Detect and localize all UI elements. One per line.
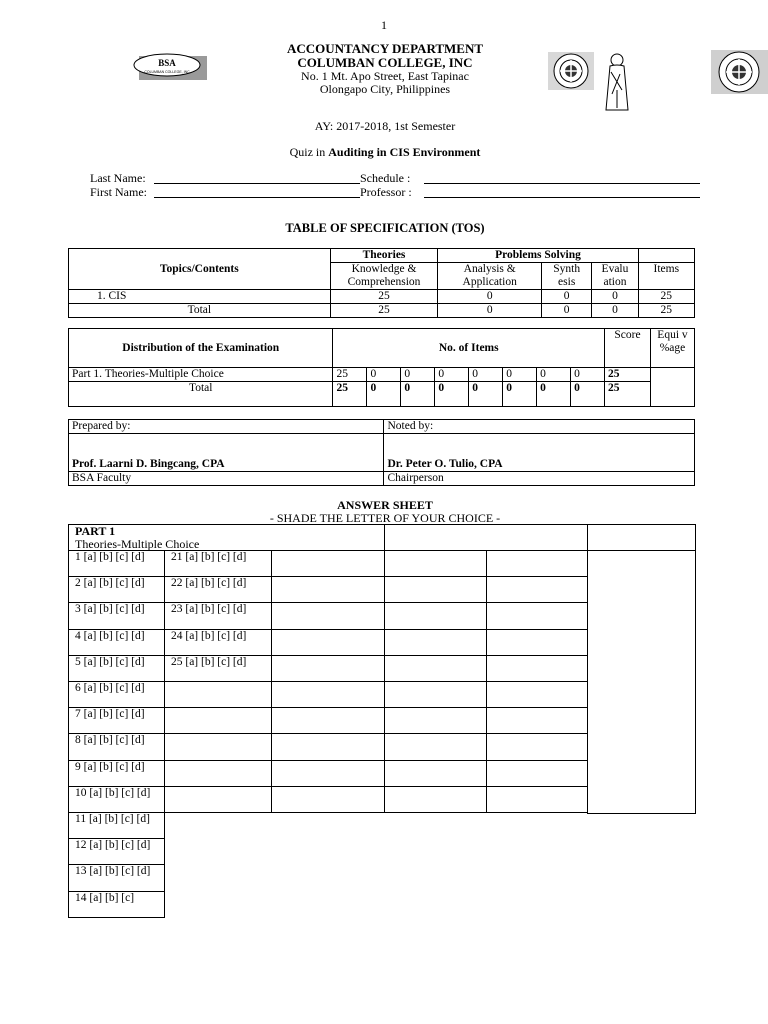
part-subtitle: Theories-Multiple Choice — [75, 537, 200, 551]
answer-blank-cell — [384, 707, 487, 734]
answer-blank-cell — [384, 733, 487, 760]
page-number: 1 — [381, 18, 387, 32]
dist-equiv-cell — [650, 368, 694, 407]
answer-blank-cell — [384, 550, 487, 577]
answer-blank-cell — [486, 681, 588, 708]
blank-answer-column — [587, 550, 696, 814]
table-row — [69, 368, 695, 382]
tos-table — [68, 248, 695, 318]
tos-cell: 0 — [438, 304, 542, 318]
answer-item[interactable]: 24 [a] [b] [c] [d] — [164, 629, 272, 656]
preparer-role: BSA Faculty — [69, 472, 384, 486]
dist-row-label: Part 1. Theories-Multiple Choice — [69, 368, 333, 382]
dist-cell: 0 — [571, 368, 605, 382]
answer-blank-cell — [486, 576, 588, 603]
dist-score-cell: 25 — [605, 382, 651, 407]
answer-blank-cell — [271, 760, 385, 787]
distribution-header: Distribution of the Examination — [69, 329, 333, 368]
answer-item[interactable]: 14 [a] [b] [c] — [68, 891, 165, 918]
professor-input[interactable] — [424, 185, 700, 198]
student-info-fields — [90, 171, 700, 199]
schedule-label: Schedule : — [360, 171, 411, 185]
dist-cell: 0 — [367, 368, 401, 382]
answer-item[interactable]: 13 [a] [b] [c] [d] — [68, 864, 165, 891]
answer-blank-cell — [486, 733, 588, 760]
schedule-input[interactable] — [424, 171, 700, 184]
tos-cell: 25 — [330, 290, 438, 304]
part-header — [68, 524, 385, 551]
dist-cell: 0 — [537, 382, 571, 407]
answer-blank-cell — [271, 550, 385, 577]
academic-year: AY: 2017-2018, 1st Semester — [314, 119, 456, 133]
answer-sheet-title: ANSWER SHEET — [337, 498, 433, 512]
quiz-title — [200, 145, 570, 160]
table-row-total — [69, 382, 695, 407]
dist-cell: 0 — [469, 382, 503, 407]
header — [230, 42, 540, 96]
score-header: Score — [605, 329, 651, 368]
equiv-header: Equi v %age — [650, 329, 694, 368]
blank-header — [638, 249, 694, 263]
dist-cell: 0 — [401, 382, 435, 407]
blank-header-cell — [384, 524, 588, 551]
street-address: No. 1 Mt. Apo Street, East Tapinac — [301, 69, 469, 83]
dist-cell: 0 — [503, 382, 537, 407]
answer-blank-cell — [486, 602, 588, 629]
tos-cell: 0 — [592, 304, 638, 318]
dist-cell: 25 — [333, 368, 367, 382]
tos-total-label: Total — [69, 304, 331, 318]
answer-blank-cell — [164, 786, 272, 813]
answer-blank-cell — [486, 760, 588, 787]
evaluation-header: Evalu ation — [592, 263, 638, 290]
tos-cell: 25 — [330, 304, 438, 318]
saint-figure-icon — [598, 50, 636, 114]
answer-item[interactable]: 6 [a] [b] [c] [d] — [68, 681, 165, 708]
answer-blank-cell — [486, 786, 588, 813]
bsa-logo — [133, 52, 207, 80]
answer-item[interactable]: 25 [a] [b] [c] [d] — [164, 655, 272, 682]
answer-blank-cell — [271, 786, 385, 813]
noter-role: Chairperson — [384, 472, 695, 486]
answer-item[interactable]: 22 [a] [b] [c] [d] — [164, 576, 272, 603]
logo-text: BSA — [158, 58, 176, 68]
answer-sheet — [68, 524, 696, 906]
answer-item[interactable]: 5 [a] [b] [c] [d] — [68, 655, 165, 682]
college-name: COLUMBAN COLLEGE, INC — [297, 55, 473, 70]
no-items-header: No. of Items — [333, 329, 605, 368]
last-name-input[interactable] — [154, 171, 360, 184]
quiz-prefix: Quiz in — [289, 145, 329, 159]
tos-cell: 0 — [592, 290, 638, 304]
answer-blank-cell — [164, 707, 272, 734]
answer-blank-cell — [384, 655, 487, 682]
dist-cell: 0 — [367, 382, 401, 407]
tos-cell: 0 — [542, 304, 592, 318]
answer-blank-cell — [486, 655, 588, 682]
theories-header: Theories — [330, 249, 438, 263]
city-address: Olongapo City, Philippines — [319, 82, 451, 96]
items-header: Items — [638, 263, 694, 290]
tos-cell: 0 — [438, 290, 542, 304]
answer-blank-cell — [271, 655, 385, 682]
answer-blank-cell — [486, 707, 588, 734]
answer-item[interactable]: 23 [a] [b] [c] [d] — [164, 602, 272, 629]
tos-cell: 0 — [542, 290, 592, 304]
answer-item[interactable]: 2 [a] [b] [c] [d] — [68, 576, 165, 603]
answer-blank-cell — [271, 733, 385, 760]
dist-cell: 0 — [571, 382, 605, 407]
dist-score-cell: 25 — [605, 368, 651, 382]
answer-blank-cell — [271, 602, 385, 629]
dist-cell: 0 — [435, 382, 469, 407]
answer-blank-cell — [384, 576, 487, 603]
dist-cell: 0 — [435, 368, 469, 382]
answer-item[interactable]: 9 [a] [b] [c] [d] — [68, 760, 165, 787]
college-seal-icon — [548, 52, 594, 90]
blank-header-cell — [587, 524, 696, 551]
answer-blank-cell — [486, 550, 588, 577]
dist-cell: 0 — [537, 368, 571, 382]
noted-by-label: Noted by: — [384, 420, 695, 434]
dist-cell: 0 — [469, 368, 503, 382]
answer-blank-cell — [384, 602, 487, 629]
logo-subtext: COLUMBAN COLLEGE, INC — [144, 70, 190, 74]
answer-blank-cell — [384, 786, 487, 813]
first-name-label: First Name: — [90, 185, 147, 199]
answer-item[interactable]: 11 [a] [b] [c] [d] — [68, 812, 165, 839]
answer-item[interactable]: 12 [a] [b] [c] [d] — [68, 838, 165, 865]
answer-item[interactable]: 7 [a] [b] [c] [d] — [68, 707, 165, 734]
signature-table — [68, 419, 695, 486]
answer-blank-cell — [384, 760, 487, 787]
dist-cell: 25 — [333, 382, 367, 407]
dist-cell: 0 — [503, 368, 537, 382]
answer-blank-cell — [164, 760, 272, 787]
prepared-by-label: Prepared by: — [69, 420, 384, 434]
tos-cell: 25 — [638, 304, 694, 318]
answer-blank-cell — [384, 629, 487, 656]
dist-total-label: Total — [69, 382, 333, 407]
department-name: ACCOUNTANCY DEPARTMENT — [286, 41, 484, 56]
answer-sheet-subtitle: - SHADE THE LETTER OF YOUR CHOICE - — [269, 511, 501, 525]
quiz-subject: Auditing in CIS Environment — [328, 145, 481, 159]
dist-cell: 0 — [401, 368, 435, 382]
part-title: PART 1 — [75, 524, 116, 538]
answer-item[interactable]: 8 [a] [b] [c] [d] — [68, 733, 165, 760]
answer-item[interactable]: 1 [a] [b] [c] [d] — [68, 550, 165, 577]
answer-blank-cell — [271, 681, 385, 708]
professor-label: Professor : — [360, 185, 412, 199]
distribution-table — [68, 328, 695, 407]
table-row — [69, 290, 695, 304]
answer-blank-cell — [271, 576, 385, 603]
answer-blank-cell — [486, 629, 588, 656]
tos-title: TABLE OF SPECIFICATION (TOS) — [285, 221, 485, 235]
answer-item[interactable]: 21 [a] [b] [c] [d] — [164, 550, 272, 577]
answer-blank-cell — [271, 707, 385, 734]
topics-header: Topics/Contents — [69, 249, 331, 290]
college-seal-2-icon — [711, 50, 768, 94]
answer-blank-cell — [164, 681, 272, 708]
first-name-input[interactable] — [154, 185, 360, 198]
answer-blank-cell — [384, 681, 487, 708]
noter-name: Dr. Peter O. Tulio, CPA — [384, 434, 695, 472]
problems-header: Problems Solving — [438, 249, 638, 263]
knowledge-header: Knowledge & Comprehension — [330, 263, 438, 290]
answer-blank-cell — [271, 629, 385, 656]
table-row-total — [69, 304, 695, 318]
answer-blank-cell — [164, 733, 272, 760]
analysis-header: Analysis & Application — [438, 263, 542, 290]
answer-item[interactable]: 10 [a] [b] [c] [d] — [68, 786, 165, 813]
answer-item[interactable]: 4 [a] [b] [c] [d] — [68, 629, 165, 656]
preparer-name: Prof. Laarni D. Bingcang, CPA — [69, 434, 384, 472]
answer-item[interactable]: 3 [a] [b] [c] [d] — [68, 602, 165, 629]
tos-topic-cell: 1. CIS — [69, 290, 331, 304]
tos-cell: 25 — [638, 290, 694, 304]
last-name-label: Last Name: — [90, 171, 146, 185]
synthesis-header: Synth esis — [542, 263, 592, 290]
